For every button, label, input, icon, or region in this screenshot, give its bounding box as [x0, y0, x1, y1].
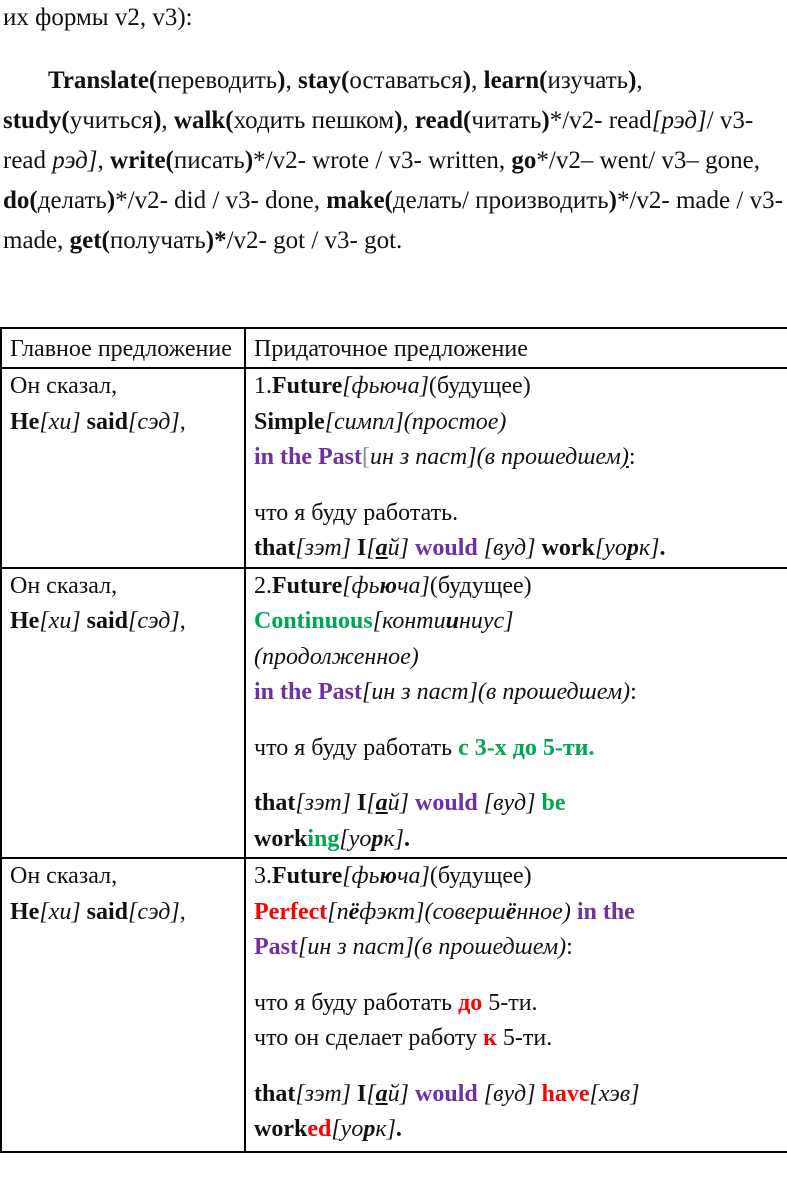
text-run: ,: [161, 107, 174, 134]
line-gap: [254, 966, 781, 986]
table-row: [1, 368, 787, 568]
text-run: а: [375, 535, 388, 561]
text-run: Future: [272, 373, 343, 399]
text-line: [254, 640, 781, 676]
text-run: in the Past: [254, 679, 362, 705]
text-run: [фь: [342, 572, 380, 599]
text-run: .: [659, 535, 666, 561]
text-run: ча]: [397, 863, 430, 889]
text-run: что он сделает работу: [254, 1025, 484, 1051]
text-run: */v2- made / v3- made,: [3, 187, 783, 254]
text-run: learn(: [483, 67, 548, 94]
text-run: .: [403, 825, 410, 852]
verbs-paragraph: [3, 61, 783, 261]
text-run: ё: [505, 898, 517, 925]
text-run: 1.: [254, 373, 272, 399]
text-run: He: [10, 408, 40, 435]
text-run: 5-ти.: [482, 989, 538, 1016]
header-main-clause: Главное предложение: [1, 328, 245, 368]
text-line: [254, 569, 781, 605]
text-run: .: [395, 1116, 402, 1142]
text-run: get(: [69, 227, 110, 254]
text-run: go: [511, 147, 537, 174]
intro-top-line: их формы v2, v3):: [3, 4, 193, 31]
text-run: [сэд]: [128, 608, 180, 634]
text-run: said: [86, 408, 129, 435]
text-run: нное): [516, 898, 577, 925]
text-run: Translate(: [48, 67, 158, 94]
text-run: Он сказал,: [10, 373, 118, 399]
text-run: in the Past: [254, 444, 362, 470]
text-line: [254, 369, 781, 405]
text-run: р: [371, 825, 384, 852]
text-run: [хэв]: [589, 1080, 640, 1107]
text-run: и: [445, 608, 459, 634]
text-line: [10, 369, 238, 405]
text-run: ,: [97, 147, 111, 174]
text-line: [254, 405, 781, 441]
text-run: Past: [254, 934, 298, 960]
text-run: make(: [326, 187, 393, 214]
text-run: фэкт](соверш: [359, 898, 506, 925]
text-run: Он сказал,: [10, 572, 118, 599]
text-run: ин з паст](в прошедшем: [370, 444, 621, 470]
text-line: [254, 1077, 781, 1113]
text-run: а: [375, 1080, 388, 1107]
text-run: )*: [205, 227, 227, 254]
text-run: [уо: [339, 825, 372, 852]
subordinate-clause-cell: [245, 858, 787, 1152]
text-run: */v2– went/ v3– gone,: [536, 147, 761, 174]
text-run: получать: [109, 227, 206, 254]
text-run: [п: [327, 898, 349, 925]
text-run: He: [10, 898, 40, 925]
text-run: ,: [402, 107, 415, 134]
line-gap: [254, 1057, 781, 1077]
text-run: (продолженное): [254, 643, 419, 670]
text-run: stay(: [298, 67, 350, 94]
text-run: читать: [471, 107, 542, 134]
main-clause-cell: [1, 858, 245, 1152]
text-run: [рэд]: [651, 107, 707, 134]
text-run: й]: [387, 790, 410, 816]
text-run: к]: [383, 825, 404, 852]
main-clause-cell: [1, 568, 245, 859]
text-run: study(: [3, 107, 70, 134]
text-run: /v2- got / v3- got.: [226, 227, 403, 254]
text-line: [254, 731, 781, 767]
text-run: ): [153, 107, 162, 134]
text-run: [хи]: [39, 608, 81, 634]
text-run: ): [620, 444, 629, 470]
text-run: ): [277, 67, 286, 94]
text-line: [254, 930, 781, 966]
text-run: :: [630, 679, 637, 705]
text-run: [ин з паст](в прошедшем): [362, 679, 631, 705]
text-run: would: [409, 1080, 478, 1107]
text-run: что я буду работать.: [254, 499, 459, 526]
main-clause-cell: [1, 368, 245, 568]
text-run: а: [375, 790, 388, 816]
table-row: [1, 568, 787, 859]
text-run: have: [541, 1080, 590, 1107]
text-run: учиться: [69, 107, 154, 134]
text-run: I: [350, 535, 367, 561]
text-run: */v2- read: [549, 107, 652, 134]
text-run: с 3-х до 5-ти.: [458, 734, 595, 761]
subordinate-clause-cell: [245, 568, 787, 859]
text-run: рэд]: [52, 147, 98, 174]
text-run: ю: [379, 863, 398, 889]
text-run: ing: [307, 825, 340, 852]
subordinate-clause-cell: [245, 368, 787, 568]
text-run: walk(: [173, 107, 234, 134]
text-run: work: [254, 1116, 308, 1142]
text-run: до: [458, 989, 483, 1016]
text-line: [10, 405, 238, 441]
text-run: [: [366, 535, 376, 561]
text-line: [254, 531, 781, 567]
header-subordinate-clause: Придаточное предложение: [245, 328, 787, 368]
text-run: ): [608, 187, 617, 214]
text-run: work: [254, 825, 308, 852]
text-run: [зэт]: [295, 1080, 351, 1107]
text-run: [уо: [594, 535, 627, 561]
text-run: ,: [471, 67, 484, 94]
text-line: [10, 895, 238, 931]
text-run: ): [462, 67, 472, 94]
text-run: that: [254, 535, 296, 561]
text-run: (будущее): [429, 863, 532, 889]
text-run: / v3- read: [3, 107, 754, 174]
text-run: ,: [179, 898, 186, 925]
text-line: [254, 786, 781, 822]
line-gap: [254, 711, 781, 731]
text-line: [254, 895, 781, 931]
text-run: оставаться: [349, 67, 463, 94]
text-run: ё: [348, 898, 360, 925]
text-run: [конти: [372, 608, 446, 634]
text-line: [10, 859, 238, 895]
text-run: ): [106, 187, 116, 214]
text-run: do(: [3, 187, 38, 214]
text-run: I: [350, 790, 367, 816]
text-run: ,: [179, 608, 186, 634]
text-run: к]: [375, 1116, 396, 1142]
text-run: said: [86, 608, 129, 634]
text-run: :: [566, 934, 573, 960]
text-run: said: [86, 898, 129, 925]
text-run: ниус]: [458, 608, 514, 634]
text-run: */v2- did / v3- done,: [115, 187, 327, 214]
text-line: [254, 604, 781, 640]
text-line: [254, 440, 781, 476]
text-run: изучать: [547, 67, 629, 94]
line-gap: [254, 766, 781, 786]
text-run: Он сказал,: [10, 863, 118, 889]
text-run: be: [541, 790, 566, 816]
table-row: [1, 858, 787, 1152]
text-run: Perfect: [254, 898, 328, 925]
text-run: Future: [272, 572, 343, 599]
text-run: делать: [37, 187, 107, 214]
text-line: [254, 675, 781, 711]
text-run: [: [362, 444, 370, 470]
text-run: переводить: [157, 67, 278, 94]
text-run: [фьюча]: [342, 373, 429, 399]
text-run: [: [366, 790, 376, 816]
text-run: [вуд]: [477, 790, 542, 816]
text-line: [10, 604, 238, 640]
text-line: [254, 1112, 781, 1148]
text-run: ): [628, 67, 637, 94]
text-run: 2.: [254, 572, 272, 599]
text-run: write(: [110, 147, 174, 174]
text-run: that: [254, 790, 296, 816]
text-run: р: [626, 535, 639, 561]
text-run: (будущее): [428, 373, 531, 399]
table-header-row: [1, 328, 787, 368]
text-line: [254, 822, 781, 858]
text-run: ходить пешком: [233, 107, 395, 134]
line-gap: [254, 476, 781, 496]
text-line: [254, 496, 781, 532]
text-run: делать/ производить: [392, 187, 609, 214]
text-run: He: [10, 608, 40, 634]
text-run: */v2- wrote / v3- written,: [253, 147, 512, 174]
text-run: Continuous: [254, 608, 373, 634]
text-run: Simple: [254, 408, 325, 435]
text-run: in the: [576, 898, 635, 925]
tense-table: [0, 327, 787, 1153]
text-line: [254, 986, 781, 1022]
text-run: й]: [387, 535, 410, 561]
text-run: ю: [379, 572, 398, 599]
text-run: that: [254, 1080, 296, 1107]
text-run: писать: [173, 147, 245, 174]
text-run: ,: [636, 67, 643, 94]
text-run: ): [394, 107, 403, 134]
text-run: [вуд]: [477, 1080, 542, 1107]
text-run: [зэт]: [295, 790, 351, 816]
text-run: [хи]: [39, 898, 81, 925]
text-run: [симпл](простое): [324, 408, 507, 435]
text-run: [зэт]: [295, 535, 351, 561]
text-run: й]: [387, 1080, 410, 1107]
text-run: ,: [179, 408, 186, 435]
text-run: would: [409, 790, 478, 816]
text-run: что я буду работать: [254, 734, 459, 761]
text-run: [: [366, 1080, 376, 1107]
text-line: [254, 1021, 781, 1057]
text-run: Future: [272, 863, 343, 889]
text-run: ,: [285, 67, 298, 94]
text-run: что я буду работать: [254, 989, 459, 1016]
text-run: к]: [638, 535, 660, 561]
text-run: [вуд]: [477, 535, 542, 561]
text-run: :: [628, 444, 636, 470]
text-run: read(: [414, 107, 472, 134]
text-run: ed: [307, 1116, 332, 1142]
text-run: would: [409, 535, 478, 561]
text-run: I: [350, 1080, 367, 1107]
text-run: ): [541, 107, 550, 134]
text-run: [ин з паст](в прошедшем): [298, 934, 567, 960]
text-run: work: [541, 535, 595, 561]
text-run: 3.: [254, 863, 272, 889]
text-line: [254, 859, 781, 895]
text-run: [фь: [342, 863, 380, 889]
text-run: (будущее): [429, 572, 532, 599]
text-run: [сэд]: [128, 408, 180, 435]
text-line: [10, 569, 238, 605]
text-run: 5-ти.: [496, 1025, 553, 1051]
text-run: [уо: [331, 1116, 364, 1142]
text-run: [хи]: [39, 408, 81, 435]
text-run: ча]: [397, 572, 430, 599]
text-run: к: [483, 1025, 497, 1051]
text-run: ): [244, 147, 254, 174]
text-run: р: [363, 1116, 376, 1142]
text-run: [сэд]: [128, 898, 180, 925]
